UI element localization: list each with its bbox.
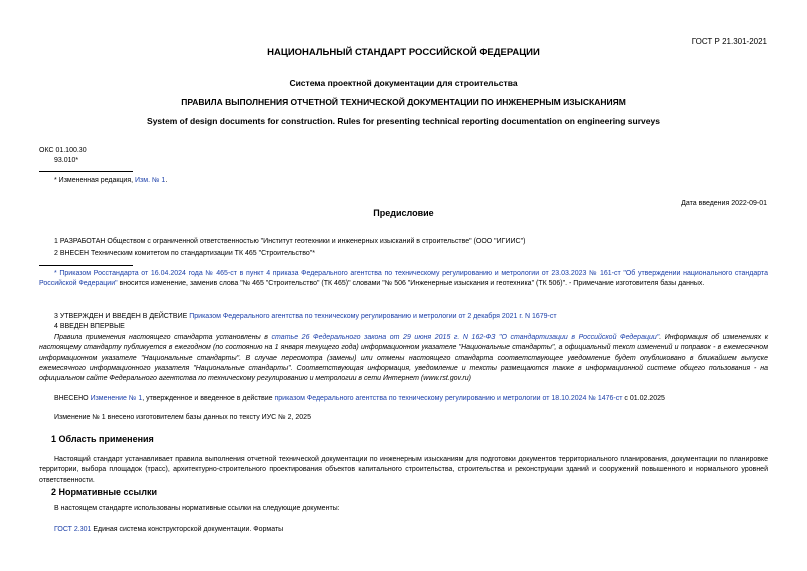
english-title: System of design documents for construction. Rules for presenting technical reporting documentation on engineering surveys bbox=[147, 116, 660, 126]
submitted-by: 2 ВНЕСЕН Техническим комитетом по стандартизации ТК 465 "Строительство"* bbox=[54, 250, 316, 257]
developed-by: 1 РАЗРАБОТАН Обществом с ограниченной ответственностью "Институт геотехники и инженерных изысканий в строительстве" (ООО "ИГИИС") bbox=[54, 238, 526, 245]
reference-title: Единая система конструкторской документации. Форматы bbox=[91, 526, 284, 533]
first-introduced: 4 ВВЕДЕН ВПЕРВЫЕ bbox=[54, 323, 125, 330]
national-standard-heading: НАЦИОНАЛЬНЫЙ СТАНДАРТ РОССИЙСКОЙ ФЕДЕРАЦИИ bbox=[267, 47, 540, 58]
approved-text: 3 УТВЕРЖДЕН И ВВЕДЕН В ДЕЙСТВИЕ bbox=[54, 313, 190, 320]
footnote-rosstandart bbox=[39, 269, 768, 290]
footnote-amended-edition bbox=[54, 177, 167, 184]
system-title: Система проектной документации для строительства bbox=[289, 78, 518, 88]
footnote-text: * Измененная редакция, bbox=[54, 177, 136, 184]
amended-text-2: , утвержденное и введенное в действие bbox=[142, 395, 275, 402]
document-code: ГОСТ Р 21.301-2021 bbox=[691, 37, 767, 46]
gost-2-301-link[interactable]: ГОСТ 2.301 bbox=[54, 526, 92, 533]
amendment-note: Изменение № 1 внесено изготовителем базы данных по тексту ИУС № 2, 2025 bbox=[54, 414, 311, 421]
foreword-title: Предисловие bbox=[373, 208, 434, 218]
footnote-divider-2 bbox=[39, 265, 133, 266]
amendment-1-link[interactable]: Изменение № 1 bbox=[90, 395, 143, 402]
footnote-rosstandart-text: вносится изменение, заменив слова "№ 465 "Строительство" (ТК 465)" словами "№ 506 "Инженерные изыскания и геотехника" (ТК 506)". - Примечание изготовителя базы данных. bbox=[117, 280, 705, 288]
rules-text-1: Правила применения настоящего стандарта установлены в bbox=[54, 334, 272, 341]
amendment-link[interactable]: Изм. № 1 bbox=[135, 177, 166, 184]
oks-code-1: ОКС 01.100.30 bbox=[39, 147, 87, 154]
amendment-line bbox=[54, 395, 665, 402]
application-rules-paragraph bbox=[39, 333, 768, 384]
footnote-end: . bbox=[165, 177, 168, 184]
amended-text-3: с 01.02.2025 bbox=[622, 395, 665, 402]
approval-order-link[interactable]: Приказом Федерального агентства по техническому регулированию и метрологии от 2 декабря 2021 г. N 1679-ст bbox=[189, 313, 557, 320]
section-1-title: 1 Область применения bbox=[51, 434, 154, 444]
rules-text-2: . Информация об изменениях к настоящему стандарту публикуется в ежегодном (по состоянию на 1 января текущего года) информационном указателе "Национальные стандарты", а официальный текст изменений и поправок - в ежемесячном информационном указателе "Национальные стандарты". В случае пересмотра (замены) или отмены настоящего стандарта соответствующее уведомление будет опубликовано в ближайшем выпуске ежемесячного информационного указателя "Национальные стандарты". Соответствующая информация, уведомление и тексты размещаются также в информационной системе общего пользования - на официальном сайте Федерального агентства по техническому регулированию и метрологии в сети Интернет (www.rst.gov.ru) bbox=[39, 334, 768, 383]
footnote-divider bbox=[39, 171, 133, 172]
normative-reference bbox=[54, 526, 283, 533]
introduction-date: Дата введения 2022-09-01 bbox=[681, 200, 767, 207]
federal-law-link[interactable]: статье 26 Федерального закона от 29 июня 2015 г. N 162-ФЗ "О стандартизации в Российской Федерации" bbox=[271, 334, 660, 341]
section-1-text: Настоящий стандарт устанавливает правила выполнения отчетной технической документации по инженерным изысканиям для подготовки документов территориального планирования, документации по планировке территории, выбора площадок (трасс), архитектурно-строительного проектирования объектов капитального строительства, строительства и реконструкции зданий и сооружений повышенного и нормального уровней ответственности. bbox=[39, 456, 768, 484]
section-2-intro: В настоящем стандарте использованы нормативные ссылки на следующие документы: bbox=[54, 505, 340, 512]
main-title: ПРАВИЛА ВЫПОЛНЕНИЯ ОТЧЕТНОЙ ТЕХНИЧЕСКОЙ ДОКУМЕНТАЦИИ ПО ИНЖЕНЕРНЫМ ИЗЫСКАНИЯМ bbox=[181, 97, 626, 107]
amended-text-1: ВНЕСЕНО bbox=[54, 395, 91, 402]
approved-line bbox=[54, 313, 557, 320]
oks-code-2: 93.010* bbox=[54, 157, 79, 164]
amendment-order-link[interactable]: приказом Федерального агентства по техническому регулированию и метрологии от 18.10.2024 № 1476-ст bbox=[274, 395, 623, 402]
rosstandart-order-link[interactable]: * Приказом Росстандарта от 16.04.2024 года № 465-ст в пункт 4 приказа Федерального агентства по техническому регулированию и метрологии от 23.03.2023 № 161-ст "Об утверждении национального стандарта Российской Федерации" bbox=[39, 270, 768, 288]
section-2-title: 2 Нормативные ссылки bbox=[51, 487, 157, 497]
